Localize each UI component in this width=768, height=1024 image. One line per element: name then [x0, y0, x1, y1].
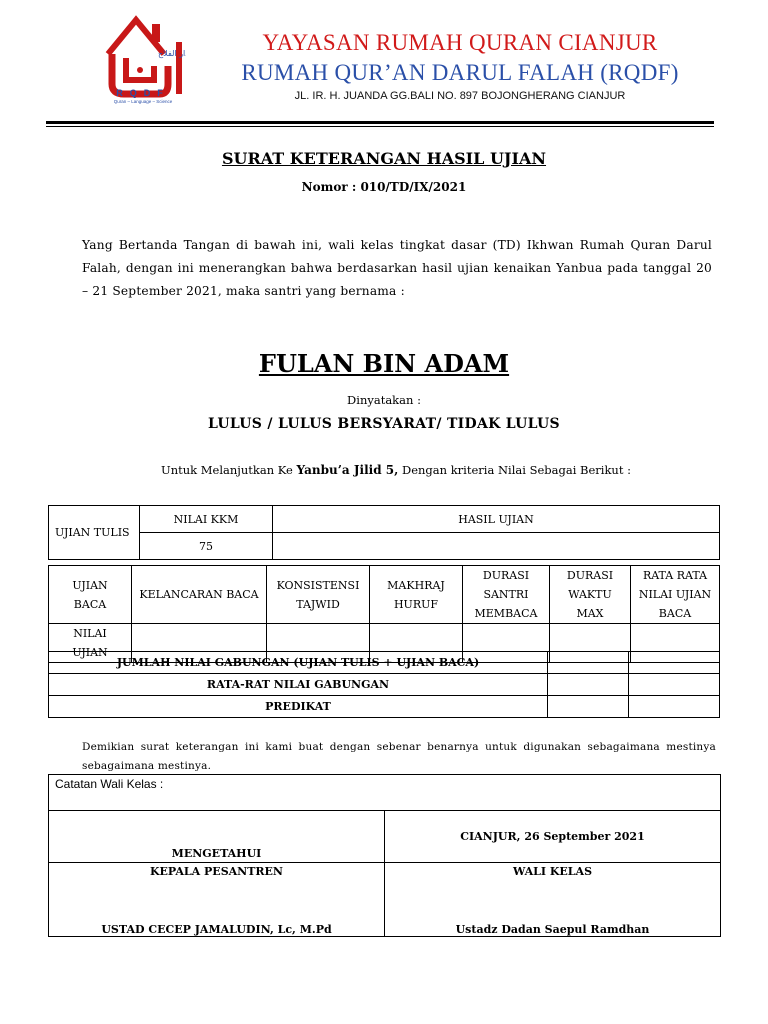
header-rule-thin — [46, 126, 714, 127]
header-konsistensi: KONSISTENSI TAJWID — [267, 566, 370, 624]
header-rata-rata: RATA RATA NILAI UJIAN BACA — [631, 566, 720, 624]
predikat-value-a — [548, 696, 629, 718]
right-name: Ustadz Dadan Saepul Ramdhan — [455, 923, 650, 936]
svg-text:دار الفلاح: دار الفلاح — [158, 49, 186, 58]
logo-text: RQDF — [116, 88, 170, 98]
header-durasi-santri: DURASI SANTRI MEMBACA — [463, 566, 550, 624]
right-signature-cell — [385, 863, 721, 937]
predikat-label: PREDIKAT — [49, 696, 548, 718]
left-role: KEPALA PESANTREN — [149, 865, 283, 878]
org-name-line2: RUMAH QUR’AN DARUL FALAH (RQDF) — [241, 60, 679, 85]
declared-label: Dinyatakan : — [347, 393, 421, 407]
closing-statement: Demikian surat keterangan ini kami buat dengan sebenar benarnya untuk digunakan sebagaimana mestinya sebagaimana mestinya. — [82, 741, 716, 772]
logo-tagline: Quran – Language – Science — [113, 99, 173, 104]
student-name: FULAN BIN ADAM — [258, 349, 510, 378]
rqdf-logo — [100, 14, 186, 106]
org-address: JL. IR. H. JUANDA GG.BALI NO. 897 BOJONGHERANG CIANJUR — [294, 90, 626, 102]
continue-level: Yanbu’a Jilid 5, — [296, 463, 399, 477]
reading-exam-label: UJIAN BACA — [49, 566, 132, 624]
signature-table — [48, 774, 721, 937]
kkm-header: NILAI KKM — [140, 506, 273, 533]
rata-gabungan-label: RATA-RAT NILAI GABUNGAN — [49, 674, 548, 696]
place-date: CIANJUR, 26 September 2021 — [385, 811, 721, 863]
left-name: USTAD CECEP JAMALUDIN, Lc, M.Pd — [101, 923, 332, 936]
reading-exam-table — [48, 565, 720, 663]
kkm-value: 75 — [140, 533, 273, 560]
catatan-label: Catatan Wali Kelas : — [49, 775, 721, 811]
jumlah-label: JUMLAH NILAI GABUNGAN (UJIAN TULIS + UJIAN BACA) — [49, 652, 548, 674]
written-exam-label: UJIAN TULIS — [49, 506, 140, 560]
summary-table — [48, 651, 720, 718]
written-exam-table — [48, 505, 720, 560]
result-options: LULUS / LULUS BERSYARAT/ TIDAK LULUS — [208, 416, 560, 432]
org-name-line1: YAYASAN RUMAH QURAN CIANJUR — [262, 30, 658, 55]
right-role: WALI KELAS — [512, 865, 593, 878]
nilai-ujian-label: NILAI UJIAN — [49, 624, 132, 663]
header-makhraj: MAKHRAJ HURUF — [370, 566, 463, 624]
header-kelancaran: KELANCARAN BACA — [132, 566, 267, 624]
rata-value-a — [548, 674, 629, 696]
intro-paragraph: Yang Bertanda Tangan di bawah ini, wali kelas tingkat dasar (TD) Ikhwan Rumah Quran Darul Falah, dengan ini menerangkan bahwa berdasarkan hasil ujian kenaikan Yanbua pada tanggal 20 – 21 September 2021, maka santri yang bernama : — [82, 238, 712, 298]
document-title: SURAT KETERANGAN HASIL UJIAN — [221, 149, 547, 168]
document-number: Nomor : 010/TD/IX/2021 — [301, 180, 467, 194]
left-signature-cell — [49, 863, 385, 937]
predikat-value-b — [629, 696, 720, 718]
mengetahui-label: MENGETAHUI — [49, 811, 385, 863]
jumlah-value-a — [548, 652, 629, 674]
result-header: HASIL UJIAN — [273, 506, 720, 533]
header-durasi-waktu: DURASI WAKTU MAX — [550, 566, 631, 624]
header-rule-thick — [46, 121, 714, 124]
rata-value-b — [629, 674, 720, 696]
continue-prefix: Untuk Melanjutkan Ke — [161, 463, 297, 477]
continue-suffix: Dengan kriteria Nilai Sebagai Berikut : — [398, 463, 631, 477]
result-value — [273, 533, 720, 560]
jumlah-value-b — [629, 652, 720, 674]
continue-line — [0, 463, 768, 477]
